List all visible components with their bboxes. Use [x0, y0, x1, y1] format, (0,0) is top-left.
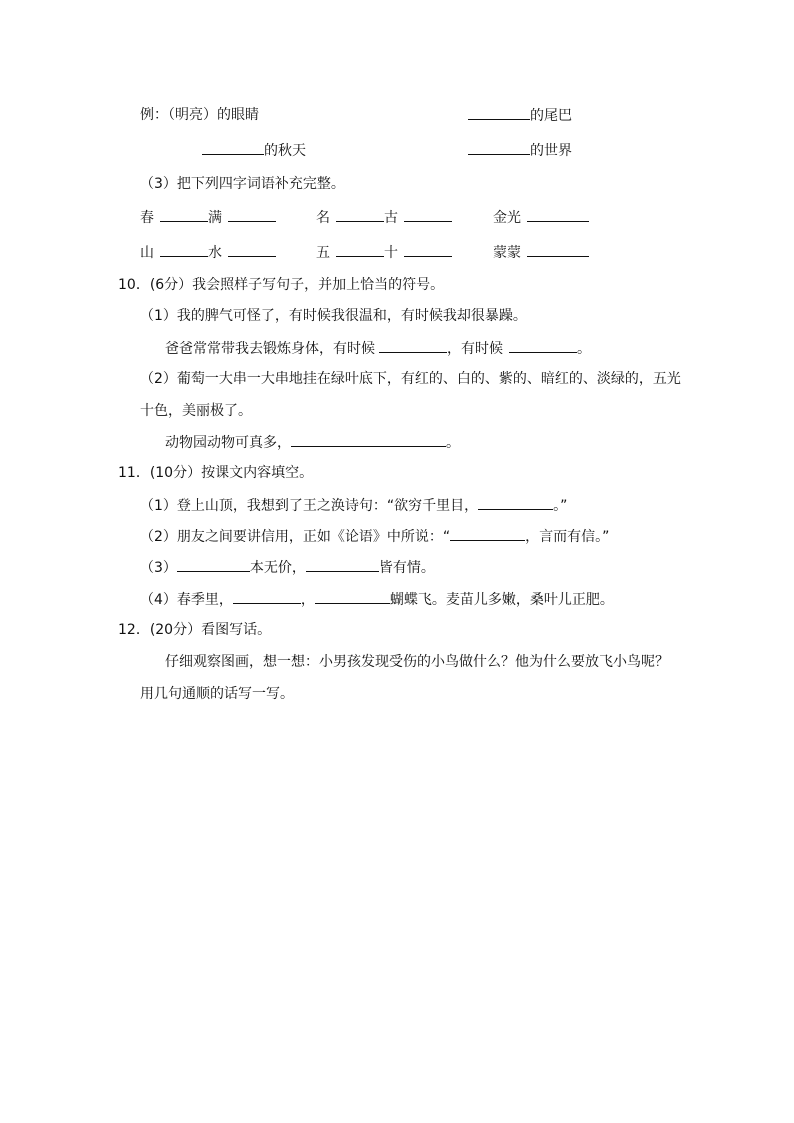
- answer-blank[interactable]: [160, 243, 208, 257]
- answer-blank[interactable]: [478, 496, 553, 510]
- answer-blank[interactable]: [509, 339, 577, 353]
- idiom-chun-man: 春 满: [140, 208, 276, 227]
- answer-blank[interactable]: [468, 106, 530, 120]
- question-10-1-answer: 爸爸常常带我去锻炼身体，有时候 ，有时候 。: [165, 341, 591, 357]
- answer-blank[interactable]: [336, 208, 384, 222]
- blank-qiutian: 的秋天: [202, 141, 306, 160]
- answer-blank[interactable]: [177, 558, 250, 572]
- answer-blank[interactable]: [160, 208, 208, 222]
- answer-blank[interactable]: [404, 208, 452, 222]
- question-11-4: （4）春季里， ， 蝴蝶飞。麦苗儿多嫩，桑叶儿正肥。: [140, 592, 614, 608]
- blank-shijie: 的世界: [468, 141, 572, 160]
- idiom-jinguang: 金光: [493, 208, 589, 227]
- answer-blank[interactable]: [336, 243, 384, 257]
- answer-blank[interactable]: [315, 590, 390, 604]
- question-10-title: 10．(6分）我会照样子写句子，并加上恰当的符号。: [118, 277, 445, 293]
- question-12-line2: 用几句通顺的话写一写。: [140, 686, 294, 702]
- answer-blank[interactable]: [228, 243, 276, 257]
- answer-blank[interactable]: [450, 527, 525, 541]
- question-10-2-line2: 十色，美丽极了。: [140, 403, 252, 419]
- question-11-1: （1）登上山顶，我想到了王之涣诗句：“欲穷千里目， 。”: [140, 498, 568, 514]
- example-prefix: 例：（明亮）的眼睛: [140, 107, 259, 123]
- answer-blank[interactable]: [228, 208, 276, 222]
- idiom-mengmeng: 蒙蒙: [493, 243, 589, 262]
- answer-blank[interactable]: [291, 433, 446, 447]
- question-10-2-line1: （2）葡萄一大串一大串地挂在绿叶底下，有红的、白的、紫的、暗红的、淡绿的，五光: [140, 371, 681, 387]
- answer-blank[interactable]: [379, 339, 447, 353]
- answer-blank[interactable]: [527, 243, 589, 257]
- question-9-3: （3）把下列四字词语补充完整。: [140, 176, 345, 192]
- answer-blank[interactable]: [404, 243, 452, 257]
- blank-weiba: 的尾巴: [468, 106, 572, 125]
- question-10-1: （1）我的脾气可怪了，有时候我很温和，有时候我却很暴躁。: [140, 308, 527, 324]
- idiom-ming-gu: 名 古: [316, 208, 452, 227]
- question-12-line1: 仔细观察图画，想一想：小男孩发现受伤的小鸟做什么？他为什么要放飞小鸟呢？: [165, 654, 669, 670]
- question-11-2: （2）朋友之间要讲信用，正如《论语》中所说：“ ，言而有信。”: [140, 529, 610, 545]
- idiom-shan-shui: 山 水: [140, 243, 276, 262]
- question-11-3: （3） 本无价， 皆有情。: [140, 560, 435, 576]
- question-10-2-answer: 动物园动物可真多， 。: [165, 435, 460, 451]
- answer-blank[interactable]: [202, 141, 264, 155]
- answer-blank[interactable]: [306, 558, 379, 572]
- idiom-wu-shi: 五 十: [316, 243, 452, 262]
- answer-blank[interactable]: [468, 141, 530, 155]
- answer-blank[interactable]: [527, 208, 589, 222]
- answer-blank[interactable]: [233, 590, 301, 604]
- question-11-title: 11．(10分）按课文内容填空。: [118, 465, 314, 481]
- question-12-title: 12．(20分）看图写话。: [118, 622, 272, 638]
